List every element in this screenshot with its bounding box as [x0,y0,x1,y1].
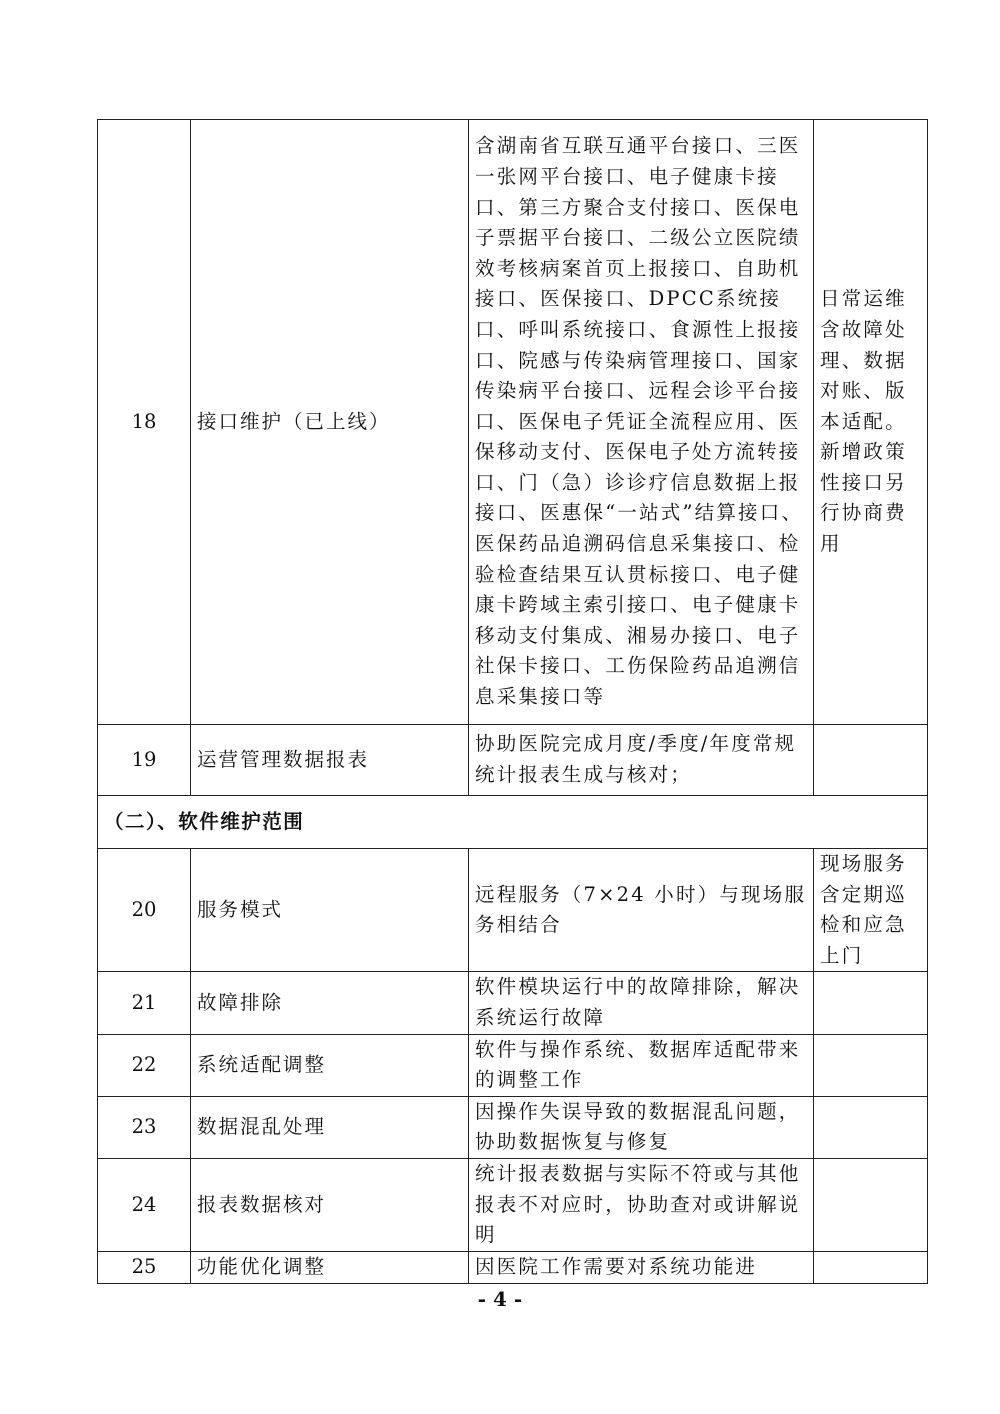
table-row [98,1251,928,1283]
table-row [98,849,928,972]
service-scope-table [97,119,928,1284]
item-content: 协助医院完成月度/季度/年度常规统计报表生成与核对； [469,725,814,796]
item-name: 服务模式 [191,849,469,972]
item-note [814,1158,928,1251]
row-number: 22 [98,1034,191,1096]
item-content: 因操作失误导致的数据混乱问题，协助数据恢复与修复 [469,1096,814,1158]
page-number: - 4 - [477,1287,523,1311]
item-content: 含湖南省互联互通平台接口、三医一张网平台接口、电子健康卡接口、第三方聚合支付接口、医保电子票据平台接口、二级公立医院绩效考核病案首页上报接口、自助机接口、医保接口、DPCC系统接口、呼叫系统接口、食源性上报接口、院感与传染病管理接口、国家传染病平台接口、远程会诊平台接口、医保电子凭证全流程应用、医保移动支付、医保电子处方流转接口、门（急）诊诊疗信息数据上报接口、医惠保“一站式”结算接口、医保药品追溯码信息采集接口、检验检查结果互认贯标接口、电子健康卡跨域主索引接口、电子健康卡移动支付集成、湘易办接口、电子社保卡接口、工伤保险药品追溯信息采集接口等 [469,120,814,725]
row-number: 19 [98,725,191,796]
item-note: 日常运维含故障处理、数据对账、版本适配。新增政策性接口另行协商费用 [814,120,928,725]
item-name: 数据混乱处理 [191,1096,469,1158]
item-note [814,1096,928,1158]
item-name: 报表数据核对 [191,1158,469,1251]
table-row [98,1096,928,1158]
table-row [98,120,928,725]
row-number: 25 [98,1251,191,1283]
row-number: 18 [98,120,191,725]
item-content: 软件模块运行中的故障排除，解决系统运行故障 [469,972,814,1034]
table-row [98,972,928,1034]
item-content: 远程服务（7×24 小时）与现场服务相结合 [469,849,814,972]
section-title: （二）、软件维护范围 [98,796,928,849]
item-note: 现场服务含定期巡检和应急上门 [814,849,928,972]
item-name: 故障排除 [191,972,469,1034]
item-content: 软件与操作系统、数据库适配带来的调整工作 [469,1034,814,1096]
row-number: 23 [98,1096,191,1158]
item-content: 统计报表数据与实际不符或与其他报表不对应时，协助查对或讲解说明 [469,1158,814,1251]
table-row [98,1158,928,1251]
section-row [98,796,928,849]
row-number: 21 [98,972,191,1034]
row-number: 24 [98,1158,191,1251]
item-name: 运营管理数据报表 [191,725,469,796]
item-note [814,725,928,796]
item-name: 功能优化调整 [191,1251,469,1283]
item-content: 因医院工作需要对系统功能进 [469,1251,814,1283]
item-name: 系统适配调整 [191,1034,469,1096]
row-number: 20 [98,849,191,972]
item-name: 接口维护（已上线） [191,120,469,725]
item-note [814,1251,928,1283]
table-row [98,725,928,796]
item-note [814,1034,928,1096]
table-row [98,1034,928,1096]
item-note [814,972,928,1034]
